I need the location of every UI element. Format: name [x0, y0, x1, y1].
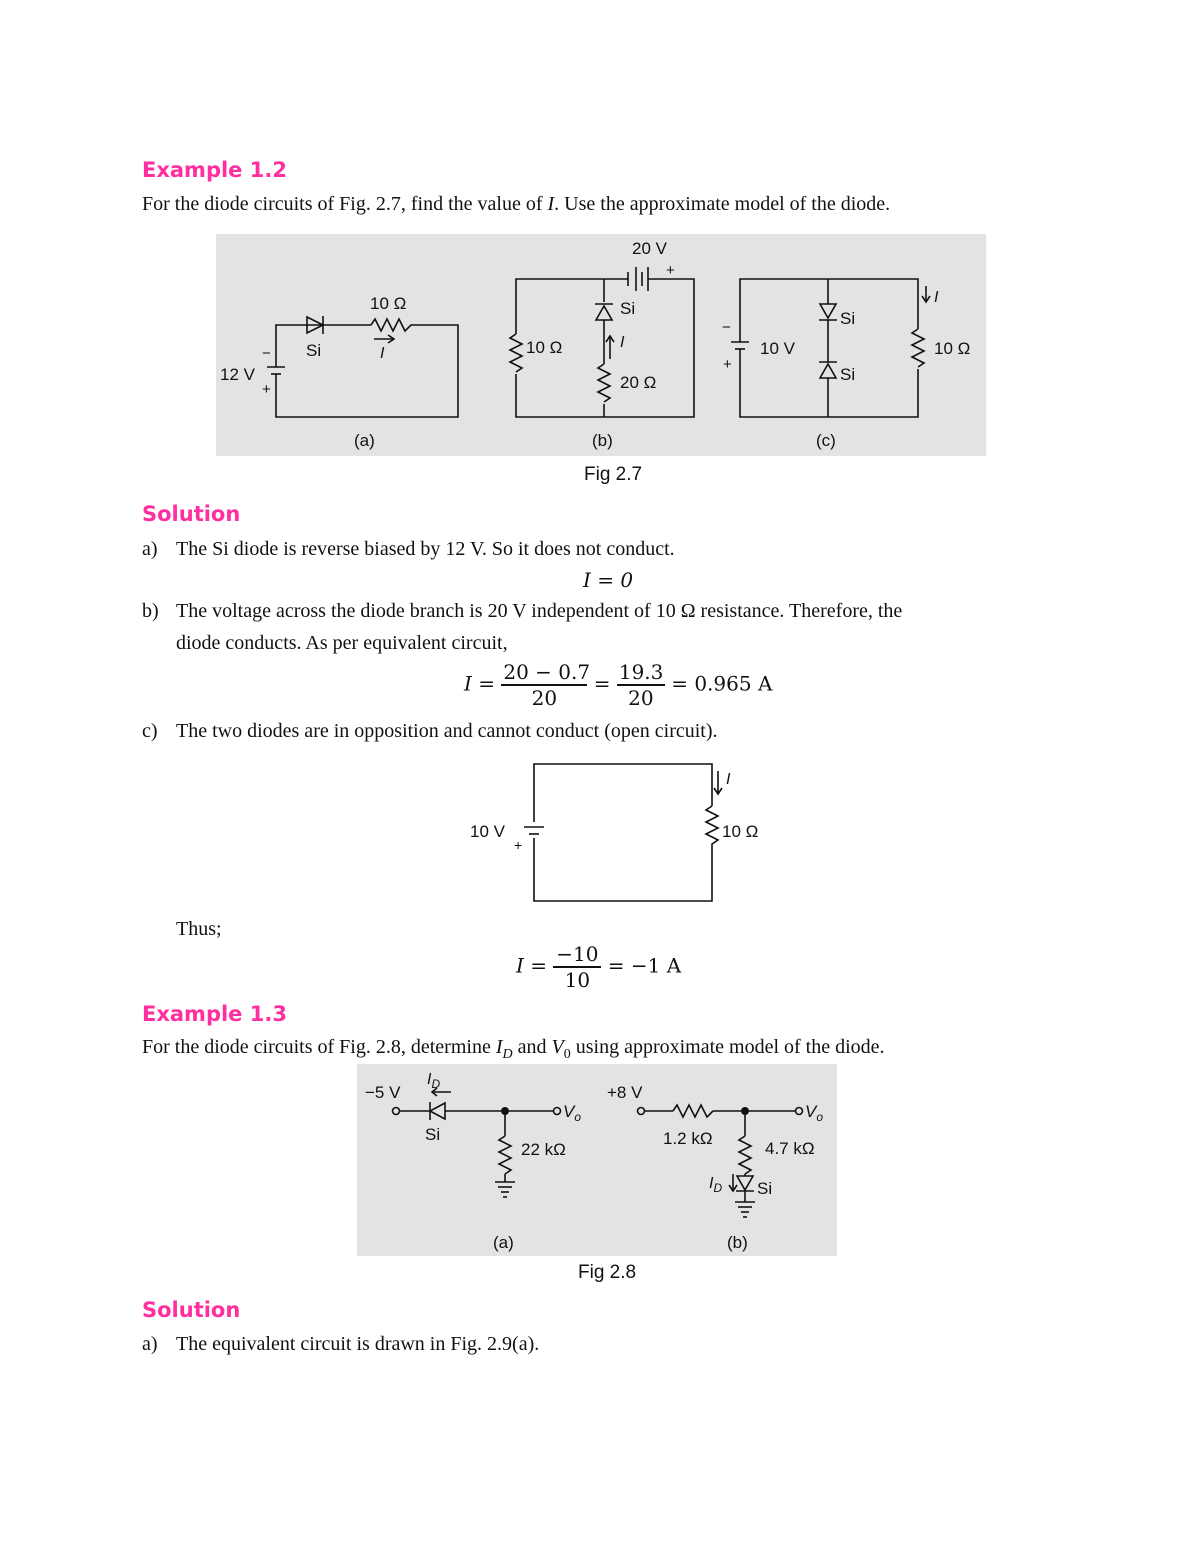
example-1-2-heading: Example 1.2	[142, 158, 287, 182]
fig28b-output-var: V	[805, 1102, 817, 1121]
fig27b-diode-label: Si	[620, 299, 636, 318]
eq-b-denominator-1: 20	[531, 686, 558, 710]
solution-1-2-c-label: c)	[142, 720, 158, 742]
fig27c-plus-sign: +	[723, 356, 732, 373]
fig27a-current-label: I	[380, 345, 385, 362]
fig27b-current-label: I	[620, 334, 625, 351]
problem-variable: I	[547, 193, 555, 215]
thus-label: Thus;	[176, 918, 222, 940]
fig28b-output-label	[805, 1102, 823, 1124]
eq-b-numerator-2: 19.3	[618, 660, 664, 684]
fig27a-minus-sign: −	[262, 345, 271, 362]
fig27a-caption: (a)	[354, 431, 375, 450]
eq-b-result: = 0.965 A	[671, 671, 773, 696]
fig28b-shunt-resistor-label: 4.7 kΩ	[765, 1139, 815, 1158]
solution-1-2-b-equation	[464, 660, 772, 710]
solution-1-2-a-text: The Si diode is reverse biased by 12 V. So it does not conduct.	[176, 538, 675, 560]
fig28a-output-sub: o	[574, 1110, 582, 1124]
solution-1-2-heading: Solution	[142, 502, 241, 526]
fig27a-resistor-label: 10 Ω	[370, 294, 407, 313]
figure-2-7-caption: Fig 2.7	[584, 464, 643, 485]
solution-1-2-c-text: The two diodes are in opposition and cannot conduct (open circuit).	[176, 720, 718, 742]
equiv-resistor-label: 10 Ω	[722, 822, 759, 841]
example-1-2-problem	[142, 193, 890, 216]
problem-text-mid: and	[512, 1036, 552, 1058]
problem-text: For the diode circuits of Fig. 2.7, find the value of	[142, 193, 548, 215]
problem-text: For the diode circuits of Fig. 2.8, determine	[142, 1036, 496, 1058]
solution-1-3-a-text: The equivalent circuit is drawn in Fig. 2.9(a).	[176, 1333, 540, 1355]
figure-2-8-circuits	[357, 1064, 837, 1256]
solution-1-3-heading: Solution	[142, 1298, 241, 1322]
fig28b-current-sub: D	[713, 1181, 723, 1195]
equiv-source-label: 10 V	[470, 822, 505, 841]
fig28a-source-label: −5 V	[365, 1083, 401, 1102]
fig28a-junction-dot	[501, 1107, 509, 1115]
solution-1-3-a-label: a)	[142, 1333, 158, 1355]
fig27b-left-resistor-label: 10 Ω	[526, 338, 563, 357]
fig27a-diode-label: Si	[306, 341, 322, 360]
figure-2-8	[357, 1064, 837, 1256]
equivalent-circuit-diagram	[460, 756, 780, 908]
fig28a-caption: (a)	[493, 1233, 514, 1252]
fig28b-output-sub: o	[816, 1110, 824, 1124]
fig28b-diode-label: Si	[757, 1179, 773, 1198]
fig27b-caption: (b)	[592, 431, 613, 450]
figure-2-7-circuits	[216, 234, 986, 456]
solution-1-2-c-equation	[516, 942, 681, 992]
fig28a-resistor-label: 22 kΩ	[521, 1140, 566, 1159]
solution-1-2-a-label: a)	[142, 538, 158, 560]
fig27b-plus-sign: +	[666, 262, 675, 279]
fig28b-current-var: I	[709, 1175, 714, 1192]
eq-c-denominator: 10	[564, 968, 591, 992]
fig27c-minus-sign: −	[722, 319, 731, 336]
vo-subscript: 0	[563, 1047, 571, 1062]
fig27c-bottom-diode-label: Si	[840, 365, 856, 384]
fig27b-mid-resistor-label: 20 Ω	[620, 373, 657, 392]
fig28a-current-label	[427, 1071, 440, 1091]
fig27c-caption: (c)	[816, 431, 836, 450]
fig28a-output-label	[563, 1102, 581, 1124]
solution-1-2-b-text-line2: diode conducts. As per equivalent circuit,	[176, 632, 508, 654]
eq-b-fraction-1	[501, 660, 591, 710]
eq-c-fraction	[553, 942, 601, 992]
fig27a-plus-sign: +	[262, 381, 271, 398]
eq-b-equals: =	[593, 671, 611, 696]
fig28a-current-var: I	[427, 1071, 432, 1088]
eq-b-lhs: I =	[464, 671, 496, 696]
figure-2-8-caption: Fig 2.8	[578, 1262, 637, 1283]
fig28b-series-resistor-label: 1.2 kΩ	[663, 1129, 713, 1148]
solution-1-2-b-label: b)	[142, 600, 159, 622]
fig28b-caption: (b)	[727, 1233, 748, 1252]
id-subscript: D	[502, 1047, 513, 1062]
eq-b-numerator-1: 20 − 0.7	[503, 660, 591, 684]
fig28b-current-label	[709, 1175, 722, 1195]
equiv-plus-sign: +	[514, 837, 523, 853]
fig27c-top-diode-label: Si	[840, 309, 856, 328]
fig27c-resistor-label: 10 Ω	[934, 339, 971, 358]
fig27c-current-label: I	[934, 289, 939, 306]
solution-1-2-b-text-line1: The voltage across the diode branch is 20 V independent of 10 Ω resistance. Therefore, the	[176, 600, 903, 622]
eq-c-lhs: I =	[516, 953, 548, 978]
figure-2-7	[216, 234, 986, 456]
fig28a-output-var: V	[563, 1102, 575, 1121]
vo-variable: V	[551, 1036, 564, 1058]
fig28b-source-label: +8 V	[607, 1083, 643, 1102]
eq-b-fraction-2	[617, 660, 665, 710]
eq-c-numerator: −10	[553, 942, 601, 968]
example-1-3-heading: Example 1.3	[142, 1002, 287, 1026]
problem-text-end: . Use the approximate model of the diode.	[554, 193, 891, 215]
fig27b-source-label: 20 V	[632, 239, 667, 258]
equiv-current-label: I	[726, 771, 731, 788]
fig28b-junction-dot	[741, 1107, 749, 1115]
fig28a-diode-label: Si	[425, 1125, 441, 1144]
fig27a-source-label: 12 V	[220, 365, 255, 384]
solution-1-2-a-equation: I = 0	[583, 568, 634, 592]
problem-text-end: using approximate model of the diode.	[570, 1036, 885, 1058]
eq-c-result: = −1 A	[607, 953, 682, 978]
eq-b-denominator-2: 20	[628, 686, 654, 710]
id-variable: I	[495, 1036, 503, 1058]
fig28a-current-sub: D	[431, 1077, 441, 1091]
example-1-3-problem	[142, 1036, 885, 1063]
fig27c-source-label: 10 V	[760, 339, 795, 358]
